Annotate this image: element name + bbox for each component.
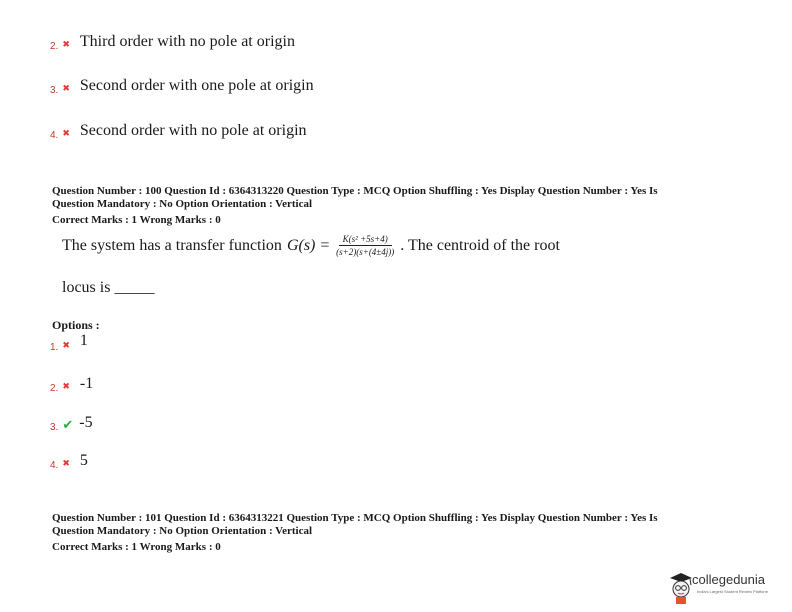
option-number: 4. — [50, 130, 59, 141]
option-text: -5 — [79, 414, 93, 431]
question-marks: Correct Marks : 1 Wrong Marks : 0 — [52, 214, 221, 226]
option-text: Second order with no pole at origin — [79, 122, 307, 139]
wrong-mark-icon: ✖ — [62, 39, 70, 49]
logo-wordmark: collegedunia — [692, 572, 766, 587]
option-text: Third order with no pole at origin — [79, 33, 295, 50]
fraction-numerator: K(s² +5s+4) — [339, 234, 392, 246]
question-meta-line1: Question Number : 101 Question Id : 6364313221 Question Type : MCQ Option Shuffling : Yes Display Question Number : Yes Is — [52, 512, 658, 524]
question-text-after: . The centroid of the root — [400, 236, 560, 254]
prev-option-4 — [50, 122, 307, 141]
option-text: Second order with one pole at origin — [79, 77, 314, 94]
prev-option-3 — [50, 77, 314, 96]
fraction-denominator: (s+2)(s+(4±4j)) — [336, 247, 395, 257]
option-2 — [50, 375, 93, 394]
logo-tagline: India's Largest Student Review Platform — [697, 589, 769, 594]
transfer-function-symbol: G(s) = — [286, 236, 331, 254]
option-1 — [50, 334, 88, 353]
mascot-icon — [668, 570, 694, 606]
option-text: 1 — [79, 332, 88, 349]
correct-mark-icon: ✔ — [62, 417, 74, 432]
question-meta-line2: Question Mandatory : No Option Orientation : Vertical — [52, 525, 313, 537]
prev-option-2 — [50, 33, 295, 52]
wrong-mark-icon: ✖ — [62, 128, 70, 138]
option-4 — [50, 452, 88, 471]
option-number: 2. — [50, 383, 59, 394]
option-3 — [50, 414, 93, 433]
question-meta-line1: Question Number : 100 Question Id : 6364313220 Question Type : MCQ Option Shuffling : Yes Display Question Number : Yes Is — [52, 185, 658, 197]
option-text: 5 — [79, 452, 88, 469]
option-number: 3. — [50, 85, 59, 96]
option-number: 4. — [50, 460, 59, 471]
option-text: -1 — [79, 375, 94, 392]
question-marks: Correct Marks : 1 Wrong Marks : 0 — [52, 541, 221, 553]
question-text-line2: locus is _____ — [62, 279, 155, 296]
option-number: 3. — [50, 422, 59, 433]
wrong-mark-icon: ✖ — [62, 340, 70, 350]
options-label: Options : — [52, 318, 100, 332]
wrong-mark-icon: ✖ — [62, 83, 70, 93]
option-number: 1. — [50, 342, 59, 353]
question-101-header — [52, 512, 752, 554]
question-meta-line2: Question Mandatory : No Option Orientation : Vertical — [52, 198, 313, 210]
transfer-function-fraction — [332, 234, 398, 257]
question-text-before: The system has a transfer function — [62, 236, 282, 254]
collegedunia-logo — [668, 570, 786, 606]
question-100-text — [62, 234, 560, 257]
wrong-mark-icon: ✖ — [62, 381, 70, 391]
question-100-header — [52, 185, 752, 227]
wrong-mark-icon: ✖ — [62, 458, 70, 468]
option-number: 2. — [50, 41, 59, 52]
